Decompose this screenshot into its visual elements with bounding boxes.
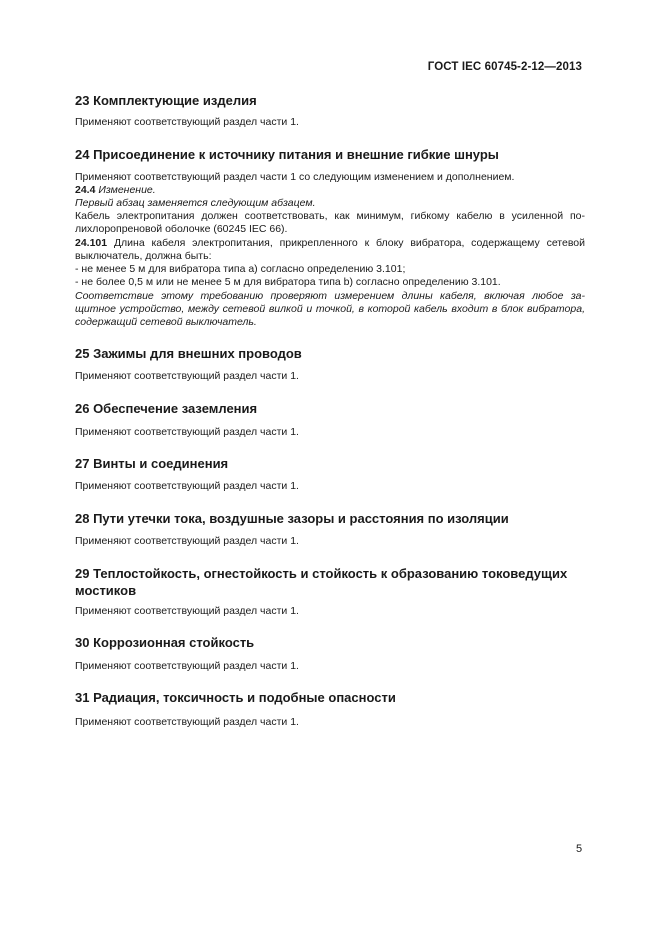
section-29-title: 29 Теплостойкость, огнестойкость и стойкость к образованию токоведущих мостиков — [75, 566, 568, 598]
section-26-text: Применяют соответствующий раздел части 1. — [75, 426, 299, 438]
section-30-title: 30 Коррозионная стойкость — [75, 635, 255, 650]
subsection-24-4-label: Изменение. — [98, 184, 156, 196]
section-28-text: Применяют соответствующий раздел части 1. — [75, 535, 299, 547]
section-24-title: 24 Присоединение к источнику питания и внешние гибкие шнуры — [75, 147, 499, 162]
list-item: - не менее 5 м для вибратора типа a) согласно определению 3.101; — [75, 263, 406, 275]
section-25-title: 25 Зажимы для внешних проводов — [75, 346, 302, 361]
section-30-text: Применяют соответствующий раздел части 1. — [75, 660, 299, 672]
section-27-title: 27 Винты и соединения — [75, 456, 229, 471]
page-number: 5 — [576, 843, 583, 855]
compliance-note: Соответствие этому требованию проверяют измерением длины кабеля, включая любое за-щитное устройство, между сетевой вилкой и точкой, в которой кабель входит в блок вибратора, содержащий сетевой выключатель. — [75, 290, 585, 329]
section-23-text: Применяют соответствующий раздел части 1. — [75, 116, 299, 128]
section-31-title: 31 Радиация, токсичность и подобные опасности — [75, 690, 396, 705]
section-27-text: Применяют соответствующий раздел части 1. — [75, 480, 299, 492]
subsection-24-4-number: 24.4 — [75, 184, 96, 196]
clause-24-101-number: 24.101 — [75, 237, 108, 249]
section-29-text: Применяют соответствующий раздел части 1. — [75, 605, 299, 617]
section-23-title: 23 Комплектующие изделия — [75, 93, 257, 108]
clause-24-101-text: Длина кабеля электропитания, прикрепленного к блоку вибратора, содержащему сетевой выключатель, должна быть: — [75, 237, 585, 263]
section-26-title: 26 Обеспечение заземления — [75, 401, 258, 416]
section-28-title: 28 Пути утечки тока, воздушные зазоры и расстояния по изоляции — [75, 511, 509, 526]
list-item: - не более 0,5 м или не менее 5 м для вибратора типа b) согласно определению 3.101. — [75, 276, 501, 288]
cable-requirement: Кабель электропитания должен соответствовать, как минимум, гибкому кабелю в усиленной по-лихлоропреновой оболочке (60245 IEC 66). — [75, 210, 585, 236]
section-25-text: Применяют соответствующий раздел части 1. — [75, 370, 299, 382]
document-header: ГОСТ IEC 60745-2-12—2013 — [427, 61, 582, 73]
subsection-24-4 — [75, 184, 585, 197]
replace-note: Первый абзац заменяется следующим абзацем. — [75, 197, 316, 209]
section-24-intro: Применяют соответствующий раздел части 1 со следующим изменением и дополнением. — [75, 171, 515, 183]
section-31-text: Применяют соответствующий раздел части 1. — [75, 716, 299, 728]
clause-24-101 — [75, 237, 585, 263]
